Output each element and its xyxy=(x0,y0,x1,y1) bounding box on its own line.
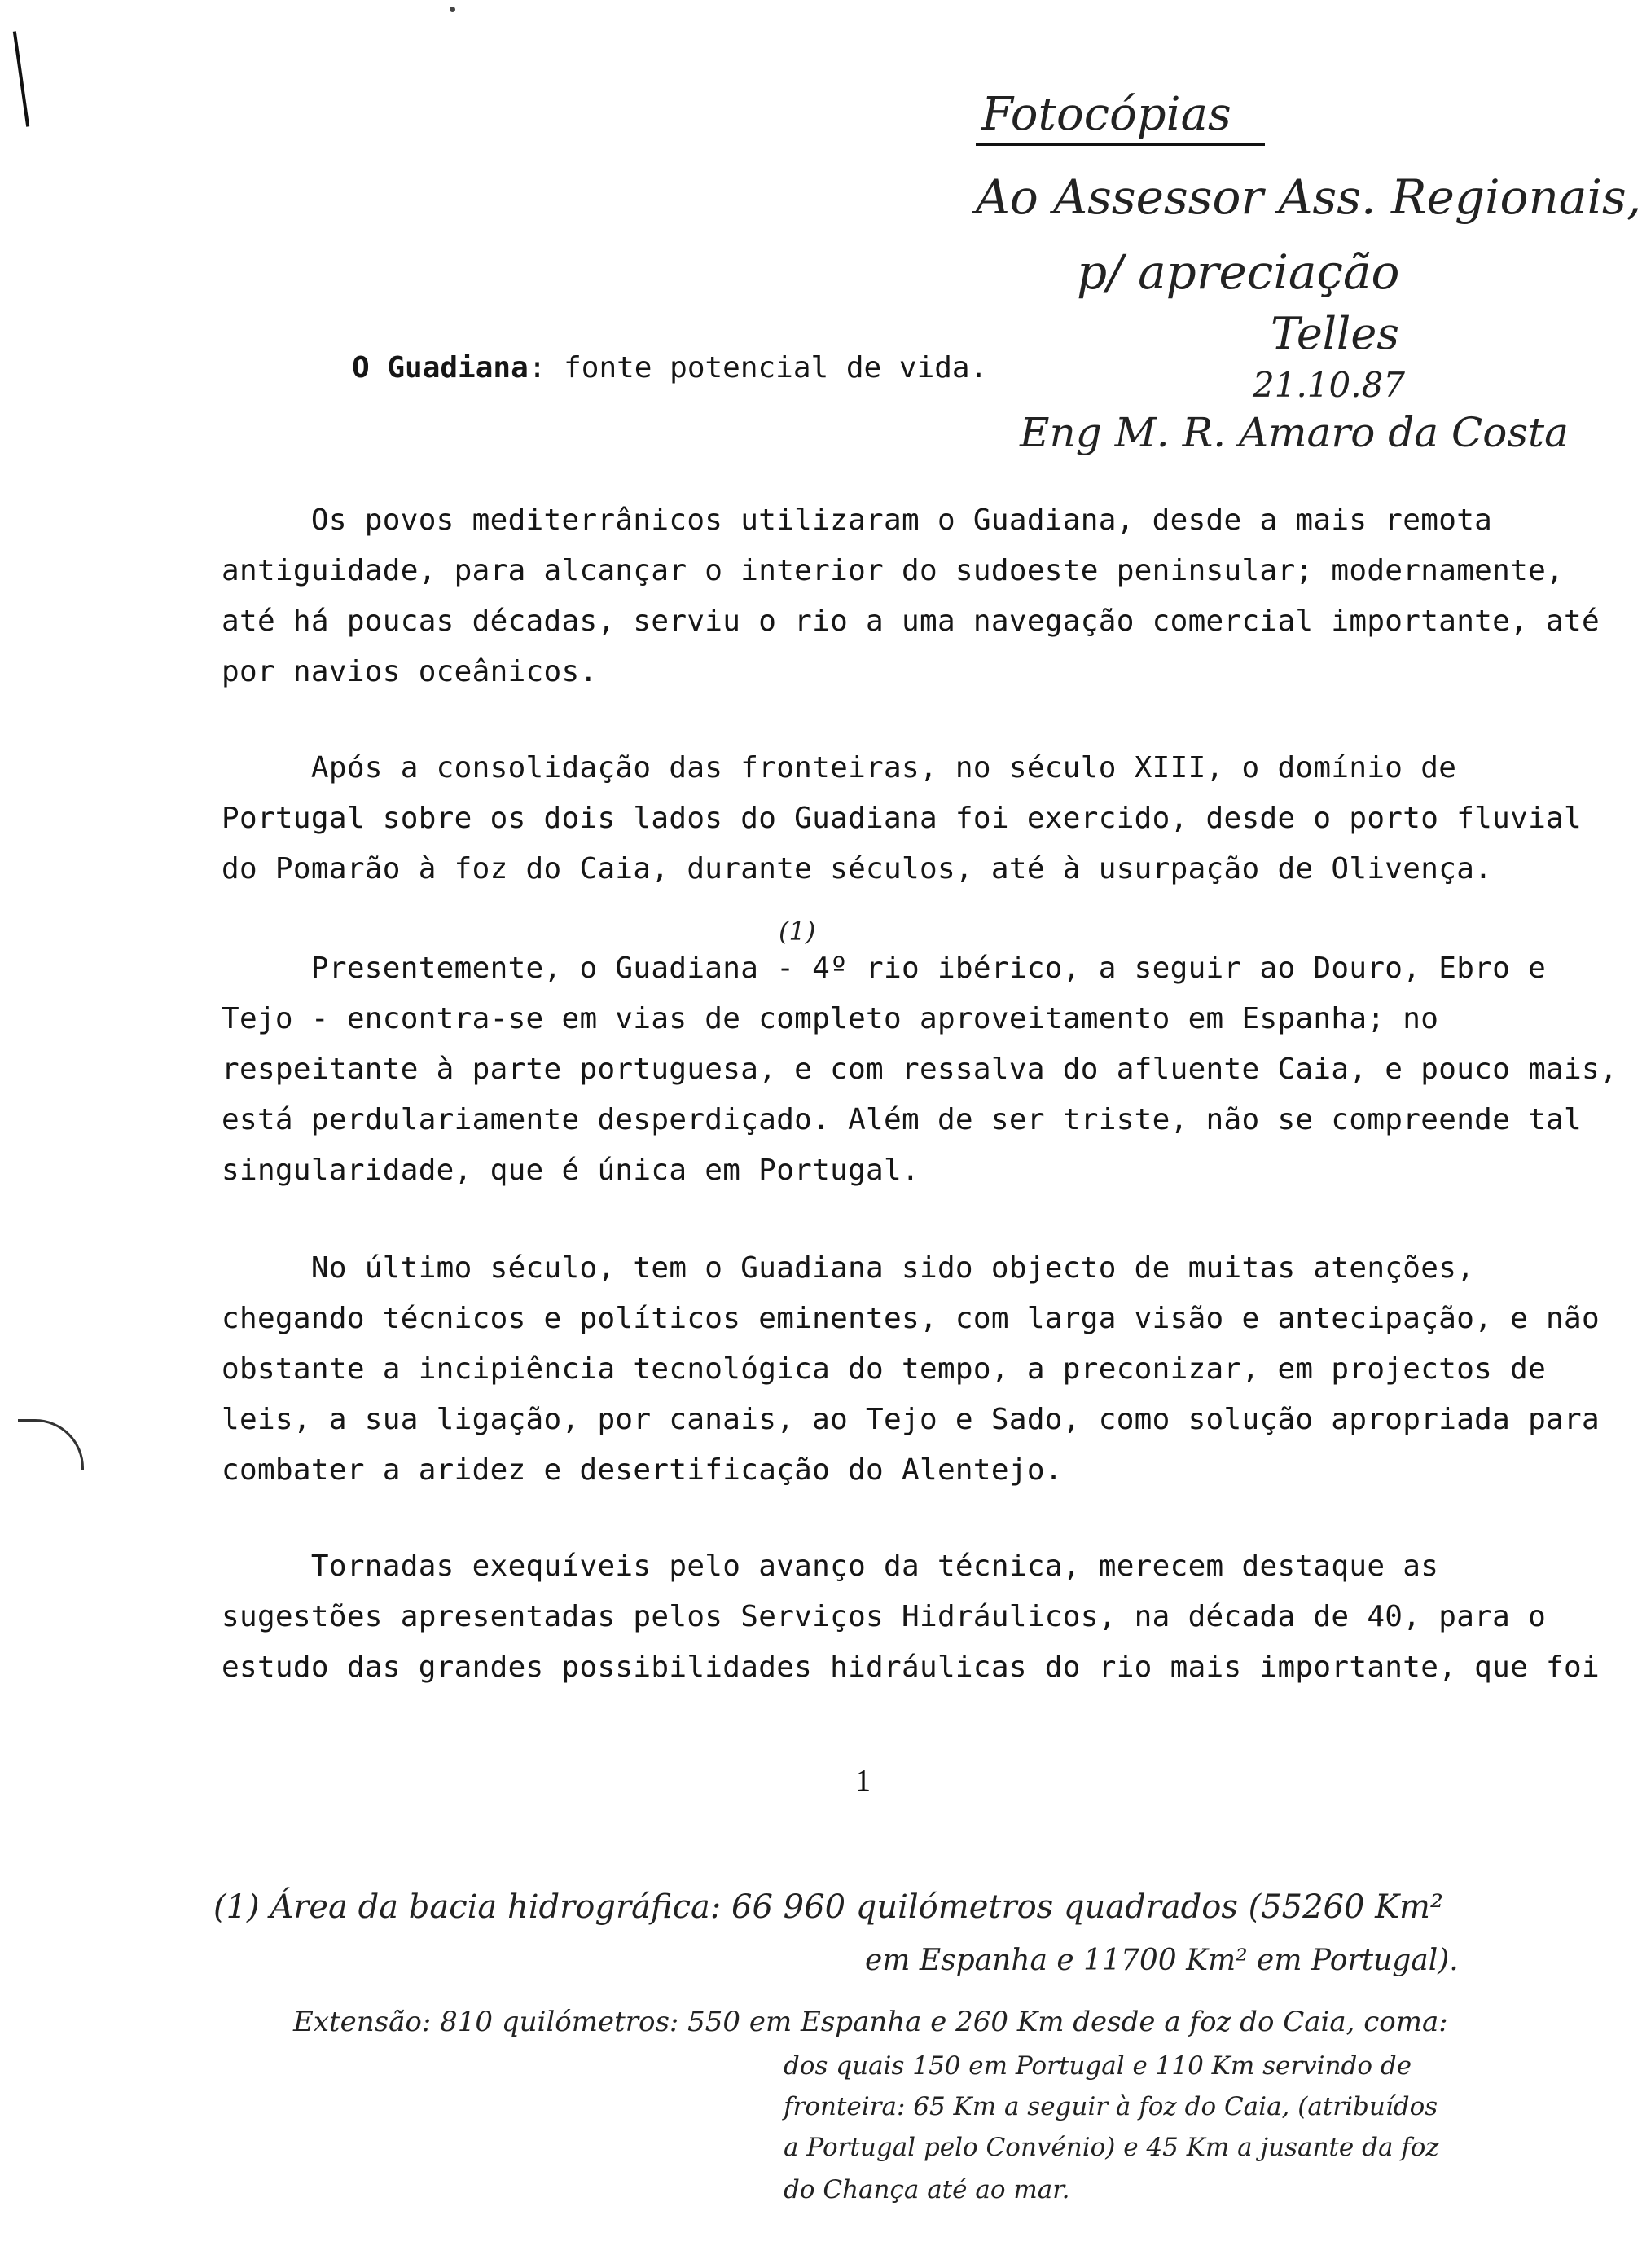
text-line: até há poucas décadas, serviu o rio a uma navegação comercial importante, até xyxy=(222,604,1600,638)
title-bold: O Guadiana xyxy=(352,351,529,385)
page-number: 1 xyxy=(855,1764,871,1798)
text-line: Tornadas exequíveis pelo avanço da técnica, merecem destaque as xyxy=(222,1549,1439,1583)
annotation-line-2: p/ apreciação xyxy=(1077,244,1400,300)
text-line: Após a consolidação das fronteiras, no século XIII, o domínio de xyxy=(222,751,1457,785)
annotation-heading: Fotocópias xyxy=(981,88,1232,141)
annotation-underline xyxy=(976,143,1265,146)
text-line: leis, a sua ligação, por canais, ao Tejo e Sado, como solução apropriada para xyxy=(222,1403,1600,1436)
annotation-date: 21.10.87 xyxy=(1253,365,1406,405)
page-title xyxy=(352,345,987,391)
text-line: No último século, tem o Guadiana sido objecto de muitas atenções, xyxy=(222,1251,1475,1285)
paragraph xyxy=(222,495,1600,697)
annotation-line-1: Ao Assessor Ass. Regionais, xyxy=(976,169,1642,225)
footnote-line: dos quais 150 em Portugal e 110 Km servindo de xyxy=(784,2051,1412,2081)
text-line: Os povos mediterrânicos utilizaram o Guadiana, desde a mais remota xyxy=(222,503,1493,537)
scan-speck xyxy=(450,7,455,12)
text-line: chegando técnicos e políticos eminentes, com larga visão e antecipação, e não xyxy=(222,1302,1600,1335)
text-line: respeitante à parte portuguesa, e com ressalva do afluente Caia, e pouco mais, xyxy=(222,1053,1618,1086)
footnote-line: do Chança até ao mar. xyxy=(784,2175,1070,2204)
text-line: sugestões apresentadas pelos Serviços Hidráulicos, na década de 40, para o xyxy=(222,1600,1547,1633)
footnote-line: em Espanha e 11700 Km² em Portugal). xyxy=(865,1944,1459,1977)
title-rest: : fonte potencial de vida. xyxy=(528,351,988,385)
paragraph xyxy=(222,743,1583,894)
text-line: obstante a incipiência tecnológica do tempo, a preconizar, em projectos de xyxy=(222,1352,1547,1386)
text-line: estudo das grandes possibilidades hidráulicas do rio mais importante, que foi xyxy=(222,1650,1600,1684)
text-line: Portugal sobre os dois lados do Guadiana foi exercido, desde o porto fluvial xyxy=(222,802,1583,835)
text-line: combater a aridez e desertificação do Alentejo. xyxy=(222,1453,1063,1487)
paragraph xyxy=(222,1243,1600,1496)
text-line: singularidade, que é única em Portugal. xyxy=(222,1154,920,1187)
text-line: Tejo - encontra-se em vias de completo aproveitamento em Espanha; no xyxy=(222,1002,1439,1035)
text-line: antiguidade, para alcançar o interior do sudoeste peninsular; modernamente, xyxy=(222,554,1565,587)
paragraph xyxy=(222,1541,1600,1693)
text-line: por navios oceânicos. xyxy=(222,655,598,688)
annotation-author: Eng M. R. Amaro da Costa xyxy=(1020,409,1569,456)
footnote-mark: (1) xyxy=(779,916,816,947)
scan-arc xyxy=(18,1419,84,1470)
footnote-line: a Portugal pelo Convénio) e 45 Km a jusante da foz xyxy=(784,2133,1439,2162)
paragraph xyxy=(222,943,1618,1196)
scan-mark-line xyxy=(13,31,29,126)
annotation-signature: Telles xyxy=(1271,308,1399,359)
text-line: está perdulariamente desperdiçado. Além de ser triste, não se compreende tal xyxy=(222,1103,1583,1136)
text-line: do Pomarão à foz do Caia, durante séculos, até à usurpação de Olivença. xyxy=(222,852,1493,886)
footnote-line: (1) Área da bacia hidrográfica: 66 960 quilómetros quadrados (55260 Km² xyxy=(213,1888,1444,1926)
text-line: Presentemente, o Guadiana - 4º rio ibérico, a seguir ao Douro, Ebro e xyxy=(222,952,1547,985)
footnote-line: Extensão: 810 quilómetros: 550 em Espanha e 260 Km desde a foz do Caia, coma: xyxy=(293,2006,1448,2038)
footnote-line: fronteira: 65 Km a seguir à foz do Caia, (atribuídos xyxy=(784,2092,1438,2121)
